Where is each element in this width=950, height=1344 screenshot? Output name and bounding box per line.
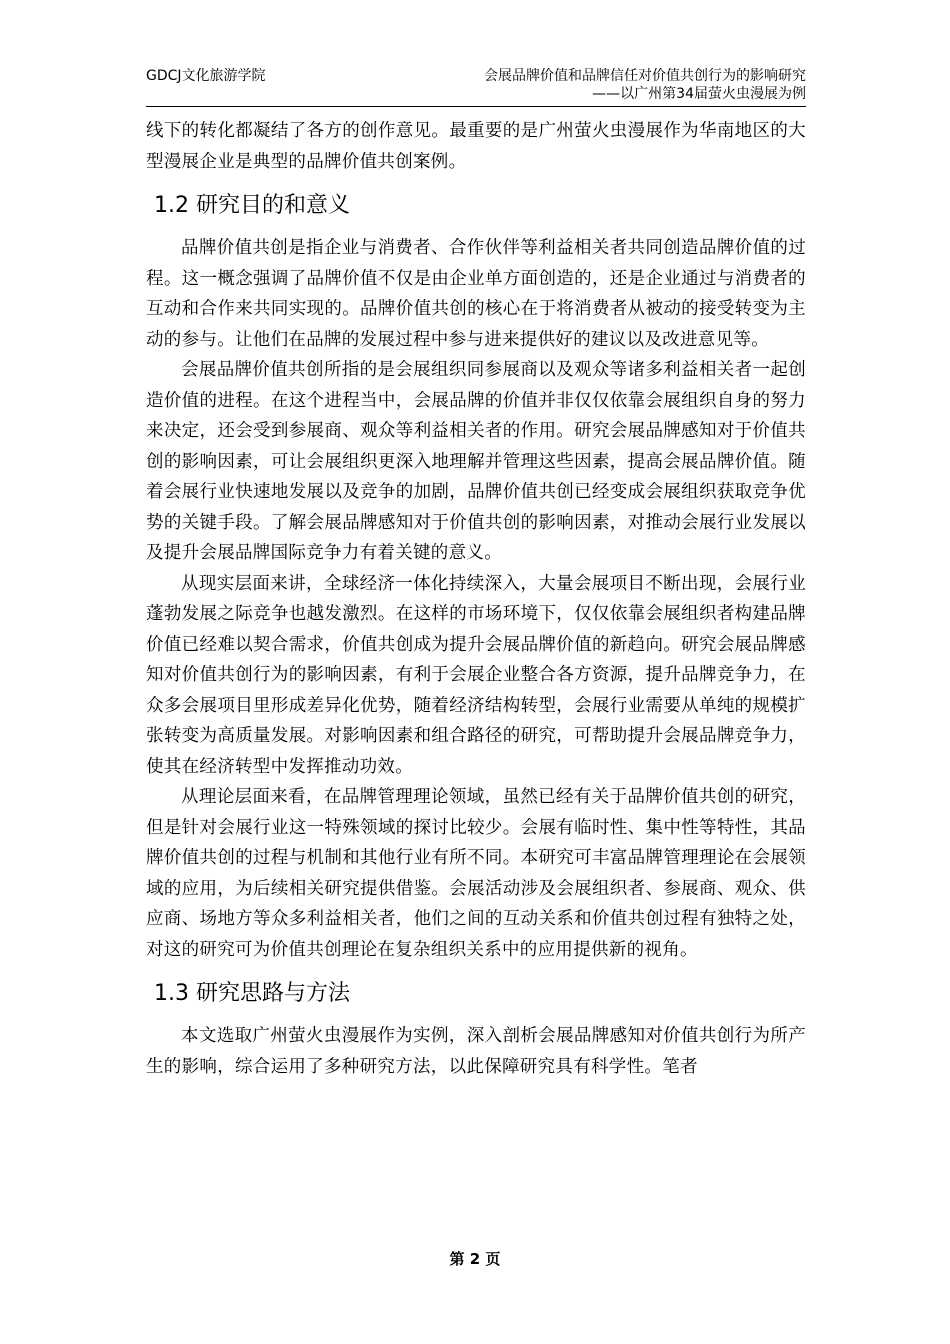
- document-body: [146, 116, 806, 1082]
- page-header: [146, 66, 806, 107]
- section-heading-1-2: 1.2 研究目的和意义: [154, 193, 350, 218]
- paragraph: 会展品牌价值共创所指的是会展组织同参展商以及观众等诸多利益相关者一起创造价值的进程。在这个进程当中，会展品牌的价值并非仅仅依靠会展组织自身的努力来决定，还会受到参展商、观众等利益相关者的作用。研究会展品牌感知对于价值共创的影响因素，可让会展组织更深入地理解并管理这些因素，提高会展品牌价值。随着会展行业快速地发展以及竞争的加剧，品牌价值共创已经变成会展组织获取竞争优势的关键手段。了解会展品牌感知对于价值共创的影响因素，对推动会展行业发展以及提升会展品牌国际竞争力有着关键的意义。: [146, 360, 806, 563]
- paragraph-continued: 线下的转化都凝结了各方的创作意见。最重要的是广州萤火虫漫展作为华南地区的大型漫展企业是典型的品牌价值共创案例。: [146, 121, 806, 172]
- header-school-name: GDCJ文化旅游学院: [146, 68, 266, 84]
- paragraph: 从理论层面来看，在品牌管理理论领域，虽然已经有关于品牌价值共创的研究，但是针对会展行业这一特殊领域的探讨比较少。会展有临时性、集中性等特性，其品牌价值共创的过程与机制和其他行业有所不同。本研究可丰富品牌管理理论在会展领域的应用，为后续相关研究提供借鉴。会展活动涉及会展组织者、参展商、观众、供应商、场地方等众多利益相关者，他们之间的互动关系和价值共创过程有独特之处，对这的研究可为价值共创理论在复杂组织关系中的应用提供新的视角。: [146, 787, 806, 960]
- paragraph: 品牌价值共创是指企业与消费者、合作伙伴等利益相关者共同创造品牌价值的过程。这一概念强调了品牌价值不仅是由企业单方面创造的，还是企业通过与消费者的互动和合作来共同实现的。品牌价值共创的核心在于将消费者从被动的接受转变为主动的参与。让他们在品牌的发展过程中参与进来提供好的建议以及改进意见等。: [146, 238, 806, 350]
- header-title-line1: 会展品牌价值和品牌信任对价值共创行为的影响研究: [484, 68, 806, 84]
- header-title-line2: ——以广州第34届萤火虫漫展为例: [592, 86, 806, 102]
- header-paper-title: [484, 67, 806, 103]
- section-heading-1-3: 1.3 研究思路与方法: [154, 981, 350, 1006]
- paragraph: 本文选取广州萤火虫漫展作为实例，深入剖析会展品牌感知对价值共创行为所产生的影响，综合运用了多种研究方法，以此保障研究具有科学性。笔者: [146, 1026, 806, 1077]
- page-number: 第 2 页: [449, 1250, 501, 1268]
- paragraph: 从现实层面来讲，全球经济一体化持续深入，大量会展项目不断出现，会展行业蓬勃发展之际竞争也越发激烈。在这样的市场环境下，仅仅依靠会展组织者构建品牌价值已经难以契合需求，价值共创成为提升会展品牌价值的新趋向。研究会展品牌感知对价值共创行为的影响因素，有利于会展企业整合各方资源，提升品牌竞争力，在众多会展项目里形成差异化优势，随着经济结构转型，会展行业需要从单纯的规模扩张转变为高质量发展。对影响因素和组合路径的研究，可帮助提升会展品牌竞争力，使其在经济转型中发挥推动功效。: [146, 573, 806, 777]
